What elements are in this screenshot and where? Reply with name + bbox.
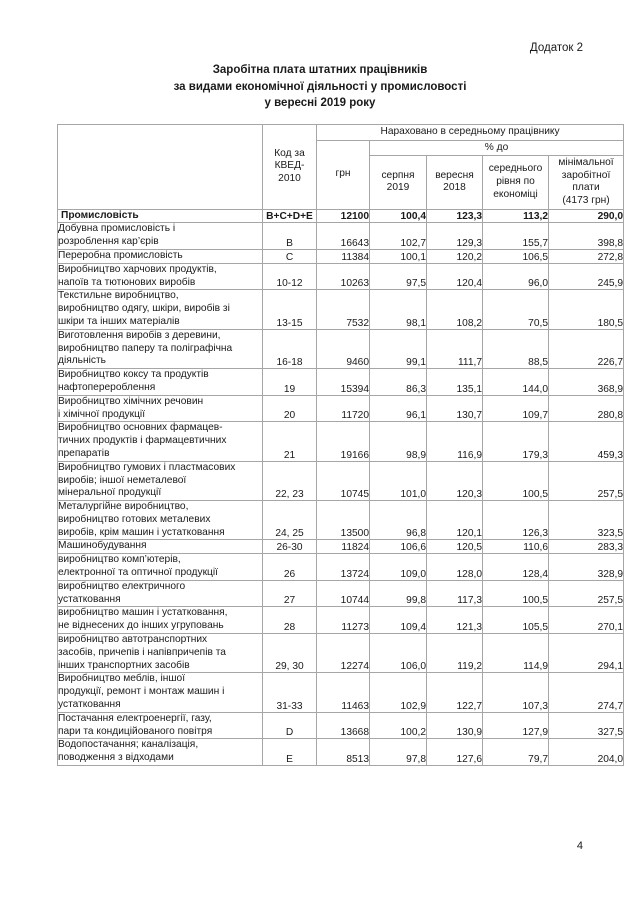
row-kved-code: 24, 25 — [263, 501, 317, 540]
row-value-uah: 11384 — [317, 249, 370, 263]
table-row — [58, 461, 624, 500]
row-label-line: виробів; іншої неметалевої — [58, 474, 187, 486]
row-kved-code: 10-12 — [263, 263, 317, 290]
row-value-sep-2018: 120,3 — [427, 461, 483, 500]
row-value-min-wage: 459,3 — [549, 422, 624, 461]
row-kved-code: 29, 30 — [263, 634, 317, 673]
row-kved-code: D — [263, 712, 317, 739]
row-value-uah: 15394 — [317, 369, 370, 396]
row-label — [58, 263, 263, 290]
row-value-min-wage: 294,1 — [549, 634, 624, 673]
row-label-line: Машинобудування — [58, 540, 147, 552]
table-row — [58, 249, 624, 263]
header-kved-line-1: Код за — [274, 147, 305, 159]
row-value-uah: 10263 — [317, 263, 370, 290]
row-value-min-wage: 280,8 — [549, 395, 624, 422]
row-label-line: шкіри та інших матеріалів — [58, 315, 180, 327]
row-kved-code: B+C+D+E — [263, 209, 317, 223]
row-kved-code: 26-30 — [263, 540, 317, 554]
row-value-sep-2018: 135,1 — [427, 369, 483, 396]
row-value-uah: 11463 — [317, 673, 370, 712]
row-label-line: устатковання — [58, 593, 121, 605]
row-value-aug-2019: 99,1 — [370, 329, 427, 368]
row-value-sep-2018: 120,4 — [427, 263, 483, 290]
header-cell-name — [58, 125, 263, 210]
row-value-econ-average: 128,4 — [483, 554, 549, 581]
row-label-line: Металургійне виробництво, — [58, 501, 189, 513]
table-row — [58, 223, 624, 250]
row-value-uah: 13724 — [317, 554, 370, 581]
row-value-econ-average: 106,5 — [483, 249, 549, 263]
row-label-line: виробництво паперу та поліграфічна — [58, 342, 233, 354]
row-kved-code: 28 — [263, 607, 317, 634]
row-value-econ-average: 110,6 — [483, 540, 549, 554]
row-value-aug-2019: 96,8 — [370, 501, 427, 540]
row-value-aug-2019: 98,9 — [370, 422, 427, 461]
row-value-uah: 12100 — [317, 209, 370, 223]
row-label-line: діяльність — [58, 355, 106, 367]
row-value-min-wage: 328,9 — [549, 554, 624, 581]
row-label — [58, 712, 263, 739]
row-value-sep-2018: 130,9 — [427, 712, 483, 739]
row-label-line: мінеральної продукції — [58, 487, 162, 499]
row-label-line: Переробна промисловість — [58, 249, 183, 261]
table-row — [58, 607, 624, 634]
row-value-uah: 10744 — [317, 580, 370, 607]
row-value-econ-average: 113,2 — [483, 209, 549, 223]
row-value-sep-2018: 117,3 — [427, 580, 483, 607]
row-label-line: виробів, крім машин і устатковання — [58, 526, 225, 538]
row-label-line: поводження з відходами — [58, 752, 174, 764]
row-value-sep-2018: 120,2 — [427, 249, 483, 263]
row-value-min-wage: 290,0 — [549, 209, 624, 223]
row-value-aug-2019: 102,7 — [370, 223, 427, 250]
row-label-line: пари та кондиційованого повітря — [58, 725, 213, 737]
header-econ-line-2: рівня по — [496, 176, 535, 188]
row-label-line: напоїв та тютюнових виробів — [58, 276, 196, 288]
header-aug-line-2: 2019 — [386, 182, 410, 194]
row-value-econ-average: 127,9 — [483, 712, 549, 739]
row-label-line: виробництво машин і устатковання, — [58, 607, 228, 619]
row-kved-code: E — [263, 739, 317, 766]
row-label — [58, 501, 263, 540]
row-value-min-wage: 257,5 — [549, 580, 624, 607]
row-value-aug-2019: 106,0 — [370, 634, 427, 673]
row-value-econ-average: 96,0 — [483, 263, 549, 290]
row-value-min-wage: 204,0 — [549, 739, 624, 766]
row-value-uah: 11720 — [317, 395, 370, 422]
table-row — [58, 540, 624, 554]
row-value-min-wage: 272,8 — [549, 249, 624, 263]
row-value-uah: 19166 — [317, 422, 370, 461]
row-value-econ-average: 79,7 — [483, 739, 549, 766]
row-value-econ-average: 70,5 — [483, 290, 549, 329]
header-cell-econ-average — [483, 156, 549, 209]
row-value-uah: 9460 — [317, 329, 370, 368]
table-row — [58, 673, 624, 712]
header-min-line-4: (4173 грн) — [562, 194, 610, 206]
salary-table — [57, 124, 624, 766]
row-value-econ-average: 144,0 — [483, 369, 549, 396]
row-label-line: не віднесених до інших угруповань — [58, 620, 224, 632]
row-label — [58, 540, 263, 554]
row-label-line: виробництво одягу, шкіри, виробів зі — [58, 303, 230, 315]
row-label-line: Виробництво коксу та продуктів — [58, 369, 209, 381]
row-value-econ-average: 107,3 — [483, 673, 549, 712]
row-value-econ-average: 100,5 — [483, 461, 549, 500]
row-value-sep-2018: 130,7 — [427, 395, 483, 422]
row-value-econ-average: 179,3 — [483, 422, 549, 461]
row-label — [58, 673, 263, 712]
table-row — [58, 209, 624, 223]
row-value-min-wage: 180,5 — [549, 290, 624, 329]
row-kved-code: 31-33 — [263, 673, 317, 712]
row-kved-code: 20 — [263, 395, 317, 422]
row-value-min-wage: 368,9 — [549, 369, 624, 396]
row-value-uah: 8513 — [317, 739, 370, 766]
header-cell-kved — [263, 125, 317, 210]
table-row — [58, 739, 624, 766]
row-label — [58, 395, 263, 422]
row-label — [58, 461, 263, 500]
row-label-line: Виробництво хімічних речовин — [58, 395, 204, 407]
row-value-sep-2018: 129,3 — [427, 223, 483, 250]
table-header — [58, 125, 624, 210]
salary-table-container — [57, 124, 624, 766]
row-label-line: Водопостачання; каналізація, — [58, 739, 199, 751]
row-value-sep-2018: 120,1 — [427, 501, 483, 540]
row-value-econ-average: 100,5 — [483, 580, 549, 607]
row-kved-code: B — [263, 223, 317, 250]
appendix-label: Додаток 2 — [529, 42, 583, 54]
header-min-line-2: заробітної — [561, 169, 611, 181]
row-value-econ-average: 155,7 — [483, 223, 549, 250]
row-label — [58, 329, 263, 368]
table-row — [58, 369, 624, 396]
row-label-line: виробництво автотранспортних — [58, 634, 208, 646]
row-value-econ-average: 114,9 — [483, 634, 549, 673]
row-value-uah: 11824 — [317, 540, 370, 554]
row-label-line: Виготовлення виробів з деревини, — [58, 329, 221, 341]
header-cell-min-wage — [549, 156, 624, 209]
header-min-line-1: мінімальної — [558, 157, 614, 169]
row-label — [58, 554, 263, 581]
header-kved-line-3: 2010 — [278, 173, 301, 185]
table-row — [58, 501, 624, 540]
row-value-aug-2019: 106,6 — [370, 540, 427, 554]
table-row — [58, 712, 624, 739]
header-cell-accrued-group: Нараховано в середньому працівнику — [317, 125, 624, 141]
row-label-line: Промисловість — [61, 209, 139, 221]
row-value-aug-2019: 100,1 — [370, 249, 427, 263]
row-kved-code: 22, 23 — [263, 461, 317, 500]
row-kved-code: 16-18 — [263, 329, 317, 368]
row-label-line: Виробництво меблів, іншої — [58, 673, 186, 685]
row-value-min-wage: 226,7 — [549, 329, 624, 368]
row-value-uah: 7532 — [317, 290, 370, 329]
row-label-line: виробництво готових металевих — [58, 513, 211, 525]
table-row — [58, 329, 624, 368]
row-kved-code: 26 — [263, 554, 317, 581]
row-value-uah: 10745 — [317, 461, 370, 500]
row-label-line: засобів, причепів і напівпричепів та — [58, 646, 226, 658]
title-line-2: за видами економічної діяльності у промисловості — [173, 80, 467, 93]
row-value-aug-2019: 98,1 — [370, 290, 427, 329]
header-row-1 — [58, 125, 624, 141]
row-value-sep-2018: 123,3 — [427, 209, 483, 223]
row-value-sep-2018: 127,6 — [427, 739, 483, 766]
row-label-line: Виробництво харчових продуктів, — [58, 263, 217, 275]
row-label — [58, 580, 263, 607]
table-body — [58, 209, 624, 765]
row-label — [58, 290, 263, 329]
row-kved-code: 19 — [263, 369, 317, 396]
header-econ-line-1: середнього — [488, 163, 543, 175]
row-label — [58, 369, 263, 396]
header-min-line-3: плати — [572, 182, 600, 194]
row-value-sep-2018: 122,7 — [427, 673, 483, 712]
row-value-min-wage: 245,9 — [549, 263, 624, 290]
row-value-aug-2019: 109,0 — [370, 554, 427, 581]
row-value-uah: 13668 — [317, 712, 370, 739]
page-number: 4 — [576, 840, 583, 852]
row-kved-code: 13-15 — [263, 290, 317, 329]
header-cell-percent-group: % до — [370, 140, 624, 156]
row-kved-code: C — [263, 249, 317, 263]
row-value-uah: 12274 — [317, 634, 370, 673]
table-row — [58, 263, 624, 290]
row-value-uah: 16643 — [317, 223, 370, 250]
header-cell-aug-2019 — [370, 156, 427, 209]
header-sep-line-2: 2018 — [443, 182, 466, 194]
row-value-econ-average: 105,5 — [483, 607, 549, 634]
row-value-min-wage: 323,5 — [549, 501, 624, 540]
row-label — [58, 422, 263, 461]
row-label-line: розроблення кар’єрів — [58, 236, 159, 248]
row-label-line: препаратів — [58, 447, 110, 459]
row-label — [58, 249, 263, 263]
row-label-line: Виробництво гумових і пластмасових — [58, 461, 236, 473]
row-label-line: виробництво електричного — [58, 580, 186, 592]
row-value-aug-2019: 96,1 — [370, 395, 427, 422]
header-sep-line-1: вересня — [435, 169, 474, 181]
row-label — [58, 739, 263, 766]
row-value-aug-2019: 86,3 — [370, 369, 427, 396]
row-label-line: і хімічної продукції — [58, 408, 146, 420]
row-label-line: інших транспортних засобів — [58, 659, 190, 671]
row-value-min-wage: 257,5 — [549, 461, 624, 500]
row-label-line: виробництво комп’ютерів, — [58, 554, 181, 566]
row-label-line: електронної та оптичної продукції — [58, 567, 218, 579]
row-label — [58, 634, 263, 673]
row-label-line: Текстильне виробництво, — [58, 290, 179, 302]
row-value-sep-2018: 128,0 — [427, 554, 483, 581]
row-label-line: Постачання електроенергії, газу, — [58, 712, 212, 724]
table-row — [58, 634, 624, 673]
row-value-sep-2018: 116,9 — [427, 422, 483, 461]
row-value-aug-2019: 97,5 — [370, 263, 427, 290]
table-row — [58, 554, 624, 581]
page-title — [0, 62, 640, 112]
row-value-min-wage: 270,1 — [549, 607, 624, 634]
row-label-line: Добувна промисловість і — [58, 223, 176, 235]
row-label — [58, 607, 263, 634]
header-cell-sep-2018 — [427, 156, 483, 209]
row-label-line: нафтоперероблення — [58, 381, 156, 393]
row-value-uah: 11273 — [317, 607, 370, 634]
row-value-min-wage: 274,7 — [549, 673, 624, 712]
row-label — [58, 223, 263, 250]
row-value-aug-2019: 109,4 — [370, 607, 427, 634]
row-value-sep-2018: 120,5 — [427, 540, 483, 554]
row-label — [58, 209, 263, 223]
row-value-econ-average: 109,7 — [483, 395, 549, 422]
row-label-line: Виробництво основних фармацев- — [58, 422, 223, 434]
header-aug-line-1: серпня — [381, 169, 415, 181]
row-value-sep-2018: 121,3 — [427, 607, 483, 634]
row-label-line: тичних продуктів і фармацевтичних — [58, 435, 227, 447]
row-value-min-wage: 283,3 — [549, 540, 624, 554]
row-value-min-wage: 398,8 — [549, 223, 624, 250]
header-cell-uah: грн — [317, 140, 370, 209]
row-value-aug-2019: 101,0 — [370, 461, 427, 500]
row-value-econ-average: 126,3 — [483, 501, 549, 540]
row-kved-code: 27 — [263, 580, 317, 607]
title-line-3: у вересні 2019 року — [264, 97, 376, 109]
table-row — [58, 580, 624, 607]
header-econ-line-3: економіці — [493, 188, 538, 200]
table-row — [58, 395, 624, 422]
title-line-1: Заробітна плата штатних працівників — [212, 64, 428, 76]
row-value-aug-2019: 99,8 — [370, 580, 427, 607]
row-value-sep-2018: 111,7 — [427, 329, 483, 368]
table-row — [58, 422, 624, 461]
row-label-line: устатковання — [58, 699, 121, 711]
header-kved-line-2: КВЕД- — [274, 160, 305, 172]
row-value-aug-2019: 100,2 — [370, 712, 427, 739]
row-kved-code: 21 — [263, 422, 317, 461]
row-value-min-wage: 327,5 — [549, 712, 624, 739]
row-value-econ-average: 88,5 — [483, 329, 549, 368]
row-value-aug-2019: 102,9 — [370, 673, 427, 712]
row-value-aug-2019: 97,8 — [370, 739, 427, 766]
row-value-uah: 13500 — [317, 501, 370, 540]
table-row — [58, 290, 624, 329]
row-value-sep-2018: 119,2 — [427, 634, 483, 673]
row-value-sep-2018: 108,2 — [427, 290, 483, 329]
row-value-aug-2019: 100,4 — [370, 209, 427, 223]
row-label-line: продукції, ремонт і монтаж машин і — [58, 686, 225, 698]
